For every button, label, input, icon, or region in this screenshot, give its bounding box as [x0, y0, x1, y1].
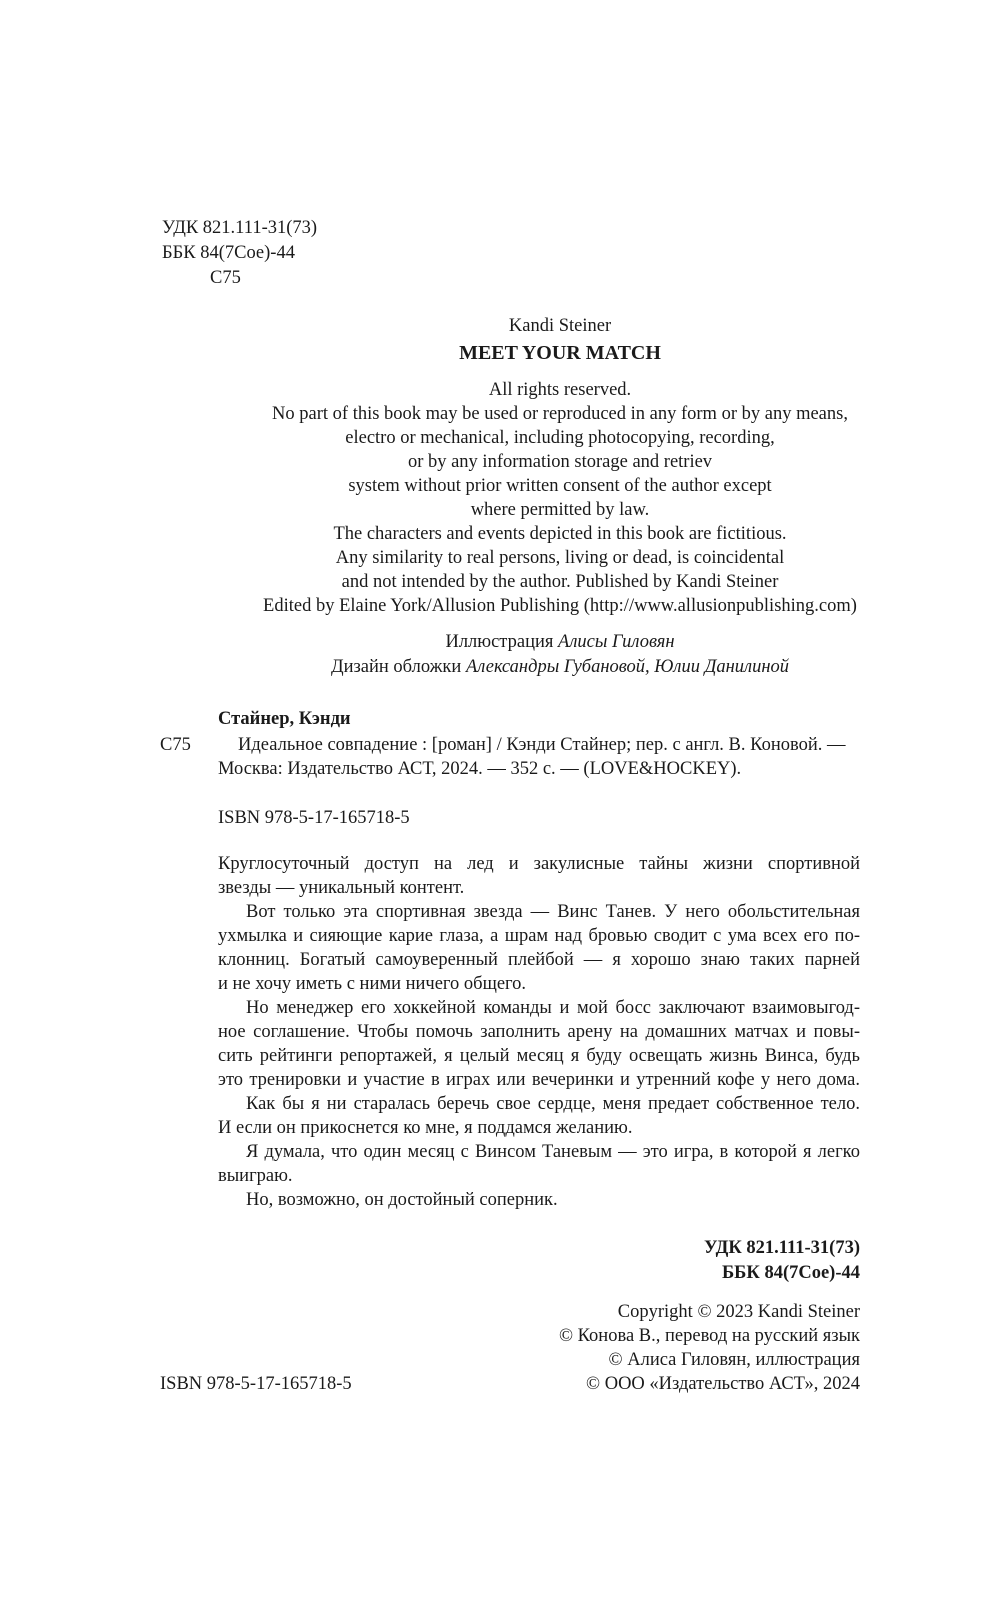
rights-line: where permitted by law. — [470, 500, 650, 520]
udk-top: УДК 821.111-31(73) — [162, 218, 318, 238]
rights-line: electro or mechanical, including photocopying, recording, — [345, 428, 775, 448]
original-title: MEET YOUR MATCH — [459, 342, 661, 364]
annotation-line: сить рейтинги репортажей, я целый месяц я буду освещать жизнь Винса, будь — [218, 1046, 860, 1066]
author-mark-top: С75 — [210, 268, 241, 288]
copyright-line: © Алиса Гиловян, иллюстрация — [608, 1350, 860, 1370]
catalog-author-heading: Стайнер, Кэнди — [218, 709, 351, 729]
annotation-line: звезды — уникальный контент. — [218, 878, 465, 898]
rights-line: No part of this book may be used or reproduced in any form or by any means, — [272, 404, 848, 424]
catalog-mark: С75 — [160, 735, 191, 755]
rights-line: All rights reserved. — [488, 380, 632, 400]
annotation-line: выиграю. — [218, 1166, 293, 1186]
catalog-isbn: ISBN 978-5-17-165718-5 — [218, 808, 410, 828]
annotation-line: ухмылка и сияющие карие глаза, а шрам над бровью сводит с ума всех его по- — [218, 926, 860, 946]
udk-bottom: УДК 821.111-31(73) — [703, 1238, 860, 1258]
rights-line: system without prior written consent of the author except — [348, 476, 772, 496]
rights-line: Edited by Elaine York/Allusion Publishing (http://www.allusionpublishing.com) — [263, 596, 857, 616]
design-name: Александры Губановой, Юлии Данилиной — [465, 657, 790, 677]
annotation-line: И если он прикоснется ко мне, я поддамся желанию. — [218, 1118, 633, 1138]
annotation-line: клонниц. Богатый самоуверенный плейбой — я хорошо знаю таких парней — [218, 950, 860, 970]
annotation-line: Как бы я ни старалась беречь свое сердце, меня предает собственное тело. — [246, 1094, 860, 1114]
isbn-bottom: ISBN 978-5-17-165718-5 — [160, 1374, 352, 1394]
annotation-line: Вот только эта спортивная звезда — Винс Танев. У него обольстительная — [246, 902, 860, 922]
rights-line: Any similarity to real persons, living or dead, is coincidental — [335, 548, 785, 568]
illustration-label: Иллюстрация — [445, 632, 559, 652]
illustration-credit — [160, 630, 960, 654]
rights-line: and not intended by the author. Published by Kandi Steiner — [341, 572, 779, 592]
annotation-line: Но, возможно, он достойный соперник. — [246, 1190, 558, 1210]
catalog-description-line: Идеальное совпадение : [роман] / Кэнди Стайнер; пер. с англ. В. Коновой. — — [238, 735, 846, 755]
rights-line: The characters and events depicted in this book are fictitious. — [333, 524, 787, 544]
annotation-line: и не хочу иметь с ними ничего общего. — [218, 974, 527, 994]
catalog-description-line: Москва: Издательство АСТ, 2024. — 352 с. — (LOVE&HOCKEY). — [218, 759, 742, 779]
design-label: Дизайн обложки — [330, 657, 466, 677]
bbk-bottom: ББК 84(7Сое)-44 — [721, 1263, 860, 1283]
design-credit — [160, 655, 960, 679]
copyright-line: © ООО «Издательство АСТ», 2024 — [586, 1374, 860, 1394]
bbk-top: ББК 84(7Сое)-44 — [162, 243, 295, 263]
annotation-line: Круглосуточный доступ на лед и закулисные тайны жизни спортивной — [218, 854, 860, 874]
annotation-line: это тренировки и участие в играх или вечеринки и утренний кофе у него дома. — [218, 1070, 860, 1090]
annotation-line: ное соглашение. Чтобы помочь заполнить арену на домашних матчах и повы- — [218, 1022, 860, 1042]
copyright-line: © Конова В., перевод на русский язык — [558, 1326, 860, 1346]
annotation-line: Я думала, что один месяц с Винсом Таневым — это игра, в которой я легко — [246, 1142, 860, 1162]
illustration-name: Алисы Гиловян — [558, 632, 675, 652]
annotation-line: Но менеджер его хоккейной команды и мой босс заключают взаимовыгод- — [246, 998, 860, 1018]
rights-line: or by any information storage and retriev — [407, 452, 713, 472]
copyright-line: Copyright © 2023 Kandi Steiner — [617, 1302, 860, 1322]
original-author: Kandi Steiner — [508, 316, 612, 336]
